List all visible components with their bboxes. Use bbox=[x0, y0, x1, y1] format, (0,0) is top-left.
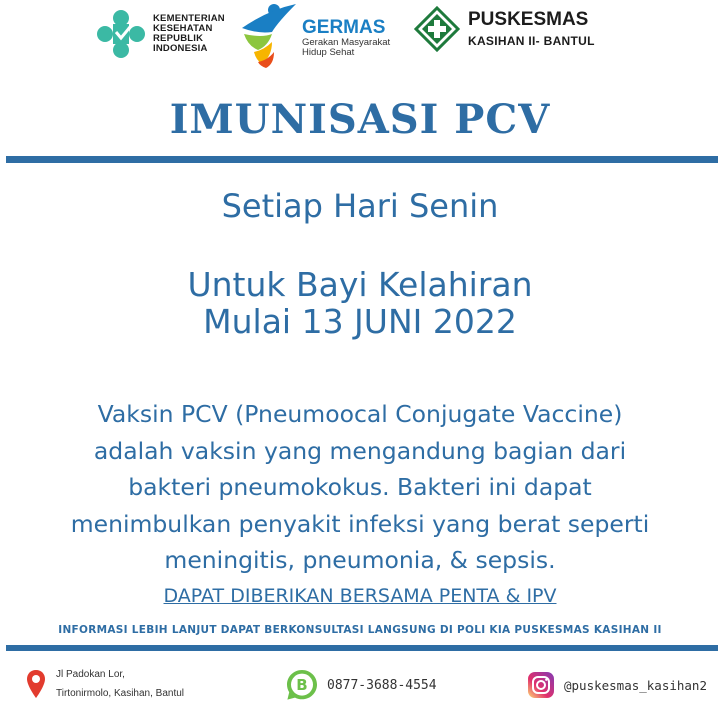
description bbox=[0, 396, 720, 579]
birth-line: Mulai 13 JUNI 2022 bbox=[203, 302, 517, 341]
puskesmas-logo-icon bbox=[414, 6, 460, 52]
kemenkes-line: KEMENTERIAN bbox=[153, 13, 225, 24]
info-text: INFORMASI LEBIH LANJUT DAPAT BERKONSULTASI LANGSUNG DI POLI KIA PUSKESMAS KASIHAN II bbox=[58, 624, 662, 636]
location-pin-icon bbox=[26, 669, 46, 699]
page-title: IMUNISASI PCV bbox=[169, 96, 551, 143]
svg-text:B: B bbox=[296, 676, 308, 694]
footer bbox=[0, 660, 720, 719]
instagram-contact[interactable] bbox=[528, 672, 707, 698]
birth-date-block bbox=[0, 266, 720, 340]
phone-contact[interactable] bbox=[285, 668, 437, 702]
germas-subtitle: Gerakan Masyarakat bbox=[302, 37, 391, 48]
address-line: Jl Padokan Lor, bbox=[56, 669, 125, 680]
description-line: adalah vaksin yang mengandung bagian dari bbox=[93, 436, 627, 465]
phone-number: 0877-3688-4554 bbox=[327, 677, 437, 693]
description-line: bakteri pneumokokus. Bakteri ini dapat bbox=[128, 473, 592, 501]
kemenkes-line: KESEHATAN bbox=[153, 23, 213, 34]
germas-title: GERMAS bbox=[302, 17, 386, 38]
schedule-text: Setiap Hari Senin bbox=[221, 187, 499, 225]
kemenkes-line: INDONESIA bbox=[153, 43, 208, 54]
header bbox=[0, 0, 720, 75]
kemenkes-line: REPUBLIK bbox=[153, 33, 204, 44]
kemenkes-text bbox=[153, 14, 225, 54]
birth-line: Untuk Bayi Kelahiran bbox=[187, 265, 533, 304]
germas-subtitle: Hidup Sehat bbox=[302, 47, 355, 58]
kemenkes-logo-icon bbox=[95, 8, 147, 60]
whatsapp-business-icon bbox=[285, 668, 319, 702]
divider bbox=[6, 156, 718, 163]
description-line: meningitis, pneumonia, & sepsis. bbox=[164, 546, 556, 574]
address bbox=[26, 665, 184, 703]
description-line: Vaksin PCV (Pneumoocal Conjugate Vaccine) bbox=[97, 400, 623, 428]
description-line: menimbulkan penyakit infeksi yang berat seperti bbox=[70, 509, 650, 538]
divider bbox=[6, 645, 718, 651]
puskesmas-logo bbox=[414, 6, 595, 52]
note-text: DAPAT DIBERIKAN BERSAMA PENTA & IPV bbox=[163, 585, 557, 607]
germas-logo-icon bbox=[238, 2, 300, 68]
puskesmas-subtitle: KASIHAN II- BANTUL bbox=[468, 34, 595, 48]
instagram-icon bbox=[528, 672, 554, 698]
puskesmas-title: PUSKESMAS bbox=[468, 9, 589, 30]
kemenkes-logo bbox=[95, 8, 225, 60]
address-line: Tirtonirmolo, Kasihan, Bantul bbox=[56, 688, 185, 699]
germas-logo bbox=[238, 2, 390, 68]
instagram-handle: @puskesmas_kasihan2 bbox=[564, 677, 707, 693]
